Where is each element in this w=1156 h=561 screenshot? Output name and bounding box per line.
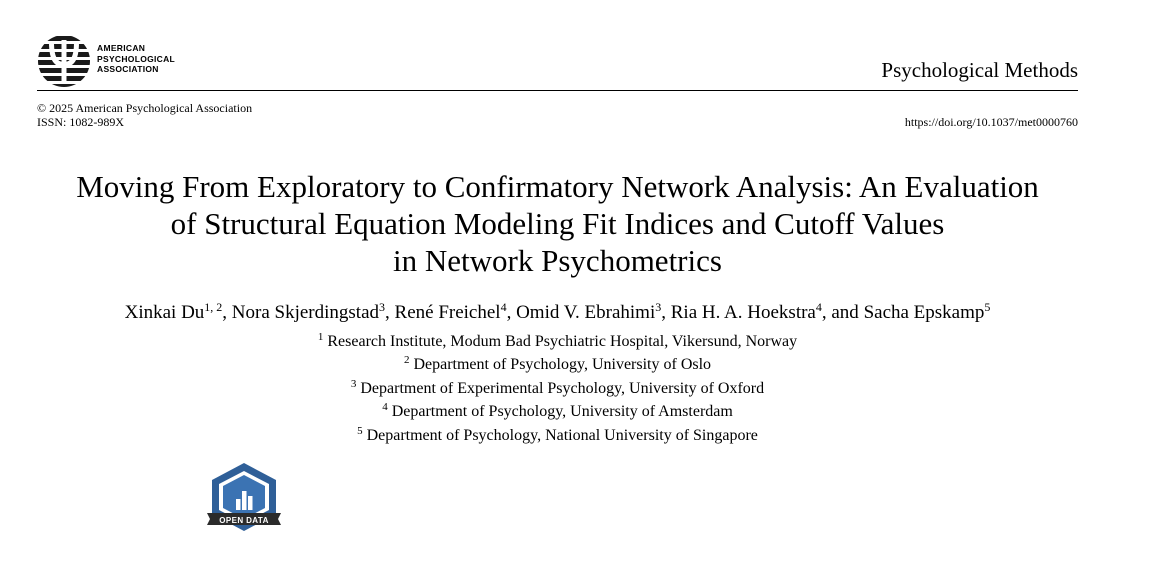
affiliation-number: 1 [317,331,324,343]
author-name: Sacha Epskamp [863,302,985,323]
copyright-notice: © 2025 American Psychological Association [37,101,253,115]
affiliation-item [0,424,1115,447]
author-separator: , and [821,302,864,323]
affiliation-item [0,353,1115,376]
copyright-block [37,101,252,129]
author-separator: , [661,302,671,323]
author-affil-sup: 4 [500,300,507,314]
header-rule [37,90,1078,91]
affiliation-text: Research Institute, Modum Bad Psychiatric Hospital, Vikersund, Norway [327,333,798,350]
apa-logo-icon [37,34,91,88]
author-name: Nora Skjerdingstad [231,302,380,323]
title-line-3: in Network Psychometrics [393,243,722,278]
author-affil-sup: 4 [815,300,822,314]
author-affil-sup: 3 [655,300,662,314]
author-affil-sup: 5 [984,300,991,314]
open-data-badge-icon[interactable] [205,462,283,538]
open-data-label: OPEN DATA [219,516,269,525]
affiliation-number: 5 [357,424,363,437]
author-list [0,300,1115,326]
publisher-name-line-1: AMERICAN [97,43,146,53]
affiliation-text: Department of Experimental Psychology, University of Oxford [360,379,765,397]
affiliation-text: Department of Psychology, University of Oslo [413,356,712,374]
author-affil-sup: 3 [379,300,386,314]
affiliation-text: Department of Psychology, University of Amsterdam [391,403,733,421]
affiliation-number: 4 [382,401,388,414]
author-separator: , [506,302,517,323]
affiliation-item [0,400,1115,423]
title-line-1: Moving From Exploratory to Confirmatory Network Analysis: An Evaluation [76,169,1039,204]
paper-title [0,168,1115,279]
author-name: René Freichel [394,302,501,323]
title-line-2: of Structural Equation Modeling Fit Indices and Cutoff Values [170,206,945,241]
author-separator: , [222,302,232,323]
publisher-name-line-3: ASSOCIATION [97,64,159,74]
journal-name: Psychological Methods [881,58,1078,82]
author-name: Ria H. A. Hoekstra [670,302,816,323]
affiliation-number: 3 [350,377,357,390]
issn: ISSN: 1082-989X [37,115,125,129]
affiliation-item [0,377,1115,400]
affiliation-item [0,330,1115,353]
author-affil-sup: 1, 2 [204,300,223,314]
affiliation-number: 2 [403,354,410,367]
publisher-name-line-2: PSYCHOLOGICAL [97,53,176,64]
publisher-name [97,43,175,75]
author-name: Xinkai Du [124,302,205,323]
author-separator: , [385,302,395,323]
author-name: Omid V. Ebrahimi [516,302,656,323]
affiliation-list [0,330,1115,447]
affiliation-text: Department of Psychology, National University of Singapore [366,426,758,444]
doi-link[interactable]: https://doi.org/10.1037/met0000760 [904,115,1078,129]
